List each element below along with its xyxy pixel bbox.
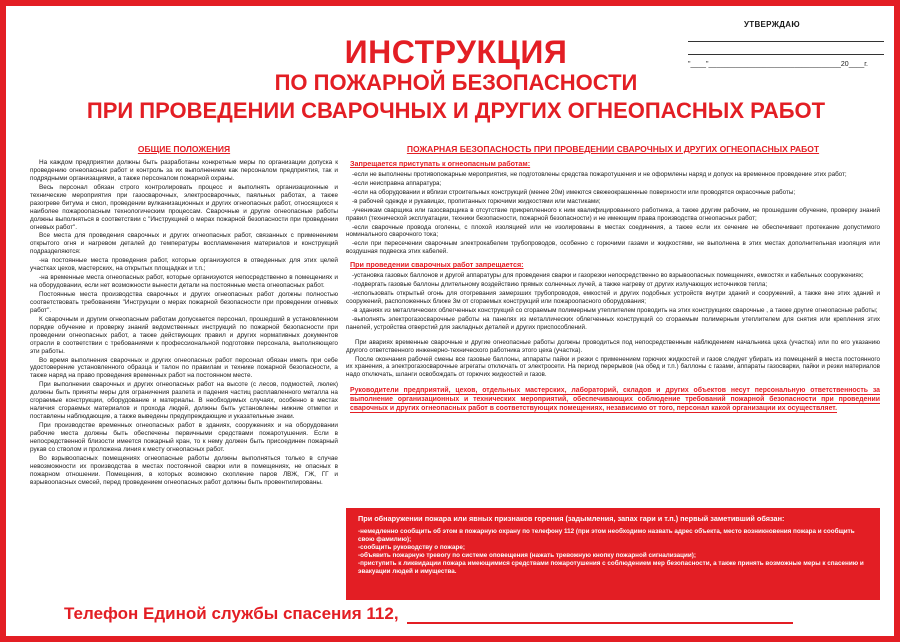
- general-provisions-column: [30, 144, 338, 594]
- fire-detected-title: При обнаружении пожара или явных признаков горения (задымления, запах гари и т.п.) первый заметивший обязан:: [358, 514, 785, 523]
- fire-action-item: -немедленно сообщить об этом в пожарную охрану по телефону 112 (при этом необходимо назвать адрес объекта, место возникновения пожара и сообщить свою фамилию);: [358, 528, 855, 544]
- list-item: -подвергать газовые баллоны длительному воздействию прямых солнечных лучей, а также нагреву от других излучающих источников тепла;: [352, 281, 768, 289]
- paragraph: Во взрывоопасных помещениях огнеопасные работы должны выполняться только в случае невозможности их производства в местах постоянной сварки или в помещениях, не опасных в пожарном отношении. Помещения, в которых возможно скопление паров ЛВЖ, ГЖ, ГГ и взрывоопасных смесей, перед проведением огнеопасных работ должны быть провентилированы.: [30, 454, 338, 486]
- list-item: -в рабочей одежде и рукавицах, пропитанных горючими жидкостями или мастиками;: [352, 197, 601, 205]
- paragraph: -на постоянные места проведения работ, которые организуются в отведенных для этих целей участках цехов, мастерских, на открытых площадках и т.п.;: [30, 257, 338, 273]
- general-provisions-heading: ОБЩИЕ ПОЛОЖЕНИЯ: [137, 144, 231, 154]
- list-item: -если при пересечении сварочным электрокабелем трубопроводов, особенно с горючими газами и жидкостями, не выполнена в этих местах дополнительная изоляция или воздушная подвеска этих кабелей.: [346, 240, 880, 256]
- fire-safety-heading: ПОЖАРНАЯ БЕЗОПАСНОСТЬ ПРИ ПРОВЕДЕНИИ СВАРОЧНЫХ И ДРУГИХ ОГНЕОПАСНЫХ РАБОТ: [406, 144, 820, 154]
- paragraph: -на временные места огнеопасных работ, которые организуются непосредственно в помещениях и на оборудовании, если нет возможности вынести детали на постоянные места огнеопасных работ.: [30, 274, 338, 290]
- forbidden-start-heading: Запрещается приступать к огнеопасным работам:: [350, 159, 531, 168]
- forbidden-start-section: [346, 159, 880, 256]
- responsibility-warning: [350, 387, 880, 413]
- list-item: -выполнять электрогазосварочные работы на панелях из металлических облегченных конструкций со сгораемым полимерным утеплителем для снятия или крепления этих панелей, устройства отверстий для закладных деталей и других приспособлений.: [346, 315, 880, 331]
- main-title: ИНСТРУКЦИЯ: [344, 34, 568, 70]
- paragraph: К сварочным и другим огнеопасным работам допускается персонал, прошедший в установленном порядке обучение и проверку знаний ведомственных инструкций по пожарной безопасности при проведении огнеопасных работ, а также действующих правил и других нормативных документов отрасли в соответствии с требованиями к профессиональной подготовке персонала, выполняющего эти работы.: [30, 315, 338, 355]
- paragraph: Все места для проведения сварочных и других огнеопасных работ, связанных с применением открытого огня и нагревом деталей до температуры воспламенения материалов и конструкций подразделяются:: [30, 232, 338, 256]
- list-item: -установка газовых баллонов и другой аппаратуры для проведения сварки и газорезки непосредственно во взрывоопасных помещениях, емкостях и кабельных сооружениях;: [352, 272, 864, 280]
- approval-date: "____"__________________________________20____г.: [688, 61, 868, 68]
- paragraph: Постоянные места производства сварочных и других огнеопасных работ должны полностью соответствовать требованиям "Инструкции о мерах пожарной безопасности при проведении огневых работ".: [30, 291, 338, 314]
- welding-forbidden-section: [346, 260, 880, 331]
- list-item: -использовать открытый огонь для отогревания замерзших трубопроводов, емкостей и других подобных устройств внутри зданий и сооружений, а также вне этих зданий и сооружений, расположенных ближе 3м от сгораемых конструкций или пожароопасного оборудования;: [346, 290, 880, 305]
- list-item: -ученикам сварщика или газосварщика в отсутствие прикрепленного к ним квалифицированного работника, а также другим рабочим, не прошедшим обучение, проверку знаний правил (технической эксплуатации, техники безопасности, пожарной безопасности) и не имеющим права производства огнеопасных работ;: [346, 206, 880, 222]
- list-item: -если сварочные провода оголены, с плохой изоляцией или не изолированы в местах соединения, а также если их сечение не обеспечивает протекание допустимого номинального сварочного тока;: [346, 223, 880, 239]
- phone-fill-line: [407, 608, 793, 624]
- paragraph: После окончания рабочей смены все газовые баллоны, аппараты пайки и резки с применением горючих жидкостей и газов следует убирать из помещений в места постоянного их хранения, а электрогазосварочные агрегаты отключать от электросети. На период перерывов (на обед и т.п.) баллоны с газами, аппараты газосварки, пайки и резки материалов надо отключать, шланги освобождать от горючих жидкостей и газов.: [346, 355, 880, 379]
- subtitle-2: ПРИ ПРОВЕДЕНИИ СВАРОЧНЫХ И ДРУГИХ ОГНЕОПАСНЫХ РАБОТ: [86, 98, 826, 123]
- responsibility-warning-text: Руководители предприятий, цехов, отдельных мастерских, лабораторий, складов и других объектов несут персональную ответственность за выполнение организационных и технических мероприятий, обеспечивающих соблюдение требований пожарной безопасности при проведении сварочных и других огнеопасных работ в соответствующих помещениях, независимо от того, персонал какой организации их осуществляет.: [350, 387, 880, 412]
- paragraph: При выполнении сварочных и других огнеопасных работ на высоте (с лесов, подмостей, люлек) должны быть приняты меры для ограничения разлета и падения частиц расплавленного металла на сгораемые конструкции, оборудование и материалы. В необходимых случаях, особенно в местах наличия сгораемых материалов и прохода людей, должны быть установлены нижние отметки и поставлены наблюдающие, а также выведены предупреждающие и указательные знаки.: [30, 381, 338, 421]
- welding-forbidden-heading: При проведении сварочных работ запрещается:: [350, 260, 524, 270]
- fire-action-item: -объявить пожарную тревогу по системе оповещения (нажать тревожную кнопку пожарной сигнализации);: [358, 552, 696, 560]
- emergency-phone-label: Телефон Единой службы спасения 112,: [64, 604, 399, 623]
- body-text: [346, 339, 880, 380]
- approval-title: УТВЕРЖДАЮ: [744, 20, 800, 29]
- list-item: -в зданиях из металлических облегченных конструкций со сгораемым полимерным утеплителем проводить на этих конструкциях сварочные , а также другие огнеопасные работы;: [352, 306, 878, 314]
- fire-action-item: -сообщить руководству о пожаре;: [358, 544, 465, 552]
- emergency-phone: [64, 604, 793, 624]
- list-item: -если неисправна аппаратура;: [352, 179, 442, 187]
- paragraph: Весь персонал обязан строго контролировать процесс и выполнять организационные и технические мероприятия при газосварочных, электросварочных, паяльных работах, а также разогреве битума и смол, проведении вулканизационных и других огнеопасных работ, относящихся к наиболее пожароопасным технологическим процессам. Сварочные и другие огнеопасные работы должны выполняться в соответствии с "Инструкцией о мерах пожарной безопасности при проведении огневых работ".: [30, 183, 338, 231]
- paragraph: Во время выполнения сварочных и других огнеопасных работ персонал обязан иметь при себе удостоверение установленного образца и талон по правилам и технике пожарной безопасности, а также наряд на право проведения временных работ на постоянном месте.: [30, 356, 338, 380]
- subtitle-1: ПО ПОЖАРНОЙ БЕЗОПАСНОСТИ: [274, 70, 638, 95]
- list-item: -если не выполнены противопожарные мероприятия, не подготовлены средства пожаротушения и не оформлены наряд и допуск на временное проведение этих работ;: [352, 171, 847, 178]
- fire-detected-box: [346, 508, 880, 600]
- fire-action-item: -приступить к ликвидации пожара имеющимися средствами пожаротушения с соблюдением мер безопасности, а также принять возможные меры к спасению и эвакуации людей и имущества.: [358, 560, 864, 576]
- paragraph: На каждом предприятии должны быть разработаны конкретные меры по организации допуска к проведению огнеопасных работ и контроль за их выполнением как персоналом предприятия, так и подрядными организациями, а также персоналом пожарной охраны.: [30, 159, 338, 182]
- paragraph: При производстве временных огнеопасных работ в зданиях, сооружениях и на оборудовании рабочие места должны быть обеспечены первичными средствами пожаротушения. Если в непосредственной близости имеется пожарный кран, то к нему должен быть присоединен пожарный рукав со стволом и проложена линия к месту огнеопасных работ.: [30, 422, 338, 453]
- list-item: -если на оборудовании и вблизи строительных конструкций (менее 20м) имеются свежеокрашенные поверхности или проводятся окрасочные работы;: [352, 188, 796, 196]
- paragraph: При авариях временные сварочные и другие огнеопасные работы должны проводиться под непосредственным наблюдением начальника цеха (участка) или по его указанию другого ответственного инженерно-технического работника этого цеха (участка).: [346, 338, 880, 354]
